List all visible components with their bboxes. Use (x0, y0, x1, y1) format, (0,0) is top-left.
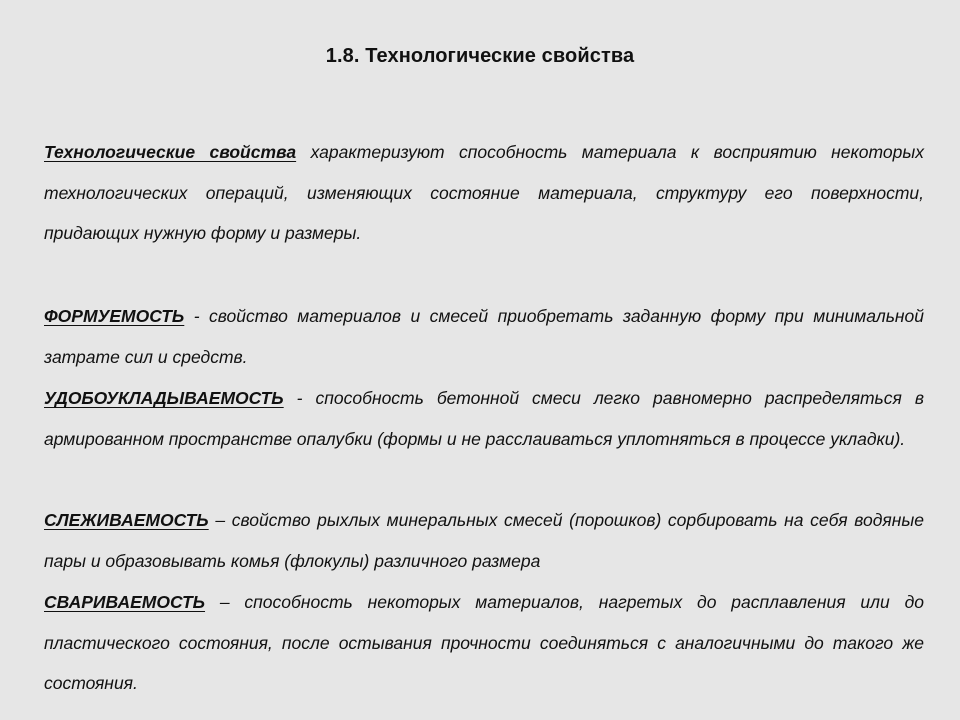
page-title: 1.8. Технологические свойства (325, 45, 635, 67)
definition-formability (44, 296, 924, 377)
definition-caking (44, 500, 924, 581)
intro-term: Технологические свойства (44, 142, 297, 162)
definition-text: – свойство рыхлых минеральных смесей (порошков) сорбировать на себя водяные пары и образовывать комья (флокулы) различного размера (44, 510, 924, 571)
definition-text: - способность бетонной смеси легко равномерно распределяться в армированном пространстве опалубки (формы и не расслаиваться уплотняться в процессе укладки). (44, 388, 924, 449)
definition-term: СЛЕЖИВАЕМОСТЬ (44, 510, 209, 530)
definition-text: – способность некоторых материалов, нагретых до расплавления или до пластического состояния, после остывания прочности соединяться с аналогичными до такого же состояния. (44, 592, 924, 693)
definition-weldability (44, 582, 924, 704)
definition-term: ФОРМУЕМОСТЬ (44, 306, 185, 326)
definition-workability (44, 378, 924, 459)
definition-text: - свойство материалов и смесей приобретать заданную форму при минимальной затрате сил и средств. (44, 306, 924, 367)
definition-term: УДОБОУКЛАДЫВАЕМОСТЬ (44, 388, 284, 408)
intro-paragraph (44, 132, 924, 254)
intro-text: характеризуют способность материала к восприятию некоторых технологических операций, изменяющих состояние материала, структуру его поверхности, придающих нужную форму и размеры. (44, 142, 924, 243)
definition-term: СВАРИВАЕМОСТЬ (44, 592, 206, 612)
